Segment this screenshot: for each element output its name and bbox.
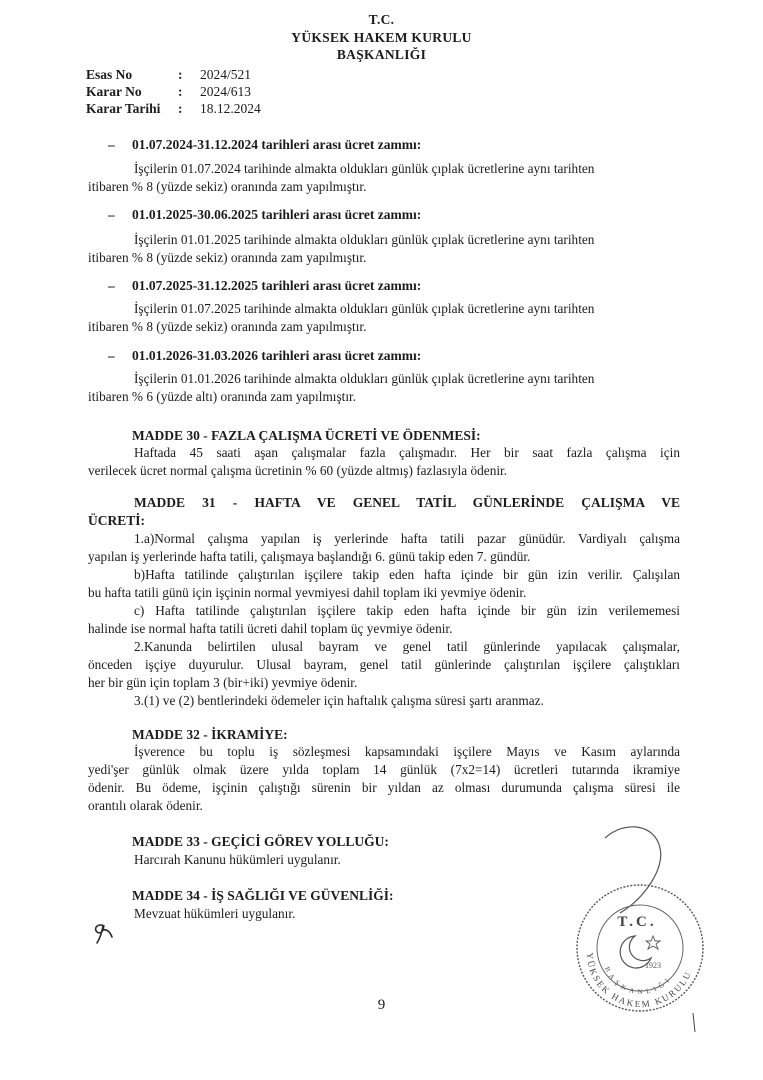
text-line: Mevzuat hükümleri uygulanır. [134, 906, 296, 921]
madde-30-body [88, 444, 680, 480]
meta-sep: : [178, 67, 183, 82]
meta-value: 18.12.2024 [200, 101, 261, 116]
title-line: MADDE 31 - HAFTA VE GENEL TATİL GÜNLERİNDE ÇALIŞMA VE [134, 495, 680, 510]
seal-inner: BAŞKANLIĞI [602, 965, 674, 996]
case-meta [86, 66, 261, 117]
madde-34-body [134, 905, 534, 923]
raise-title-text: 01.01.2026-31.03.2026 tarihleri arası ücret zammı: [132, 348, 422, 363]
header-line-3: BAŞKANLIĞI [336, 47, 427, 62]
raise-text-1 [88, 160, 680, 196]
text-line: İşçilerin 01.01.2025 tarihinde almakta oldukları günlük çıplak ücretlerine aynı tarihten [134, 232, 595, 247]
header-line-2: YÜKSEK HAKEM KURULU [291, 30, 472, 45]
raise-text-4 [88, 370, 680, 406]
text-line: 2.Kanunda belirtilen ulusal bayram ve genel tatil günlerinde yapılacak çalışmalar, [134, 639, 680, 654]
madde-33-body [134, 851, 534, 869]
text-line: önceden işçiye duyurulur. Ulusal bayram, genel tatil günlerinde çalıştırılan işçilere çalıştıkları [88, 657, 680, 672]
meta-value: 2024/521 [200, 67, 252, 82]
text-line: ödenir. Bu ödeme, işçinin çalıştığı sürenin bir yıldan az olması durumunda çalışma süresi ile [88, 780, 680, 795]
meta-label: Esas No [86, 67, 133, 82]
dash: – [108, 278, 115, 293]
meta-sep: : [178, 101, 183, 116]
madde-31-title [88, 494, 680, 530]
dash: – [108, 207, 115, 222]
raise-text-3 [88, 300, 680, 336]
raise-title-text: 01.07.2024-31.12.2024 tarihleri arası ücret zammı: [132, 137, 422, 152]
raise-text-2 [88, 231, 680, 267]
madde-30-title: MADDE 30 - FAZLA ÇALIŞMA ÜCRETİ VE ÖDENMESİ: [132, 428, 481, 443]
dash: – [108, 137, 115, 152]
text-line: İşverence bu toplu iş sözleşmesi kapsamındaki işçilere Mayıs ve Kasım aylarında [134, 744, 680, 759]
meta-value: 2024/613 [200, 84, 252, 99]
text-line: itibaren % 8 (yüzde sekiz) oranında zam yapılmıştır. [88, 179, 367, 194]
meta-row-karar [86, 83, 261, 100]
meta-sep: : [178, 84, 183, 99]
text-line: orantılı olarak ödenir. [88, 798, 203, 813]
text-line: verilecek ücret normal çalışma ücretinin % 60 (yüzde altmış) fazlasıyla ödenir. [88, 463, 508, 478]
text-line: İşçilerin 01.01.2026 tarihinde almakta oldukları günlük çıplak ücretlerine aynı tarihten [134, 371, 595, 386]
raise-title-3 [108, 278, 421, 294]
madde-32-body [88, 743, 680, 815]
seal-ring: YÜKSEK HAKEM KURULU [584, 952, 694, 1010]
meta-row-esas [86, 66, 261, 83]
text-line: itibaren % 8 (yüzde sekiz) oranında zam yapılmıştır. [88, 319, 367, 334]
text-line: İşçilerin 01.07.2024 tarihinde almakta oldukları günlük çıplak ücretlerine aynı tarihten [134, 161, 595, 176]
text-line: Haftada 45 saati aşan çalışmalar fazla çalışmadır. Her bir saat fazla çalışma için [134, 445, 680, 460]
meta-label: Karar Tarihi [86, 101, 161, 116]
madde-32-title: MADDE 32 - İKRAMİYE: [132, 727, 288, 742]
header-line-1: T.C. [368, 12, 395, 27]
raise-title-text: 01.07.2025-31.12.2025 tarihleri arası ücret zammı: [132, 278, 422, 293]
text-line: Harcırah Kanunu hükümleri uygulanır. [134, 852, 341, 867]
madde-31-body [88, 530, 680, 710]
seal-center: T.C. [617, 914, 657, 930]
text-line: 1.a)Normal çalışma yapılan iş yerlerinde hafta tatili pazar günüdür. Vardiyalı çalışma [134, 531, 680, 546]
title-line: ÜCRETİ: [88, 513, 146, 528]
text-line: her bir gün için toplam 3 (bir+iki) yevmiye ödenir. [88, 675, 358, 690]
dash: – [108, 348, 115, 363]
raise-title-1 [108, 137, 421, 153]
text-line: itibaren % 6 (yüzde altı) oranında zam yapılmıştır. [88, 389, 357, 404]
text-line: yapılan iş yerlerinde hafta tatili, çalışmaya başlandığı 6. günü takip eden 7. gündür. [88, 549, 531, 564]
text-line: c) Hafta tatilinde çalıştırılan işçilere takip eden hafta içinde bir gün izin verilememesi [134, 603, 680, 618]
meta-row-karar-tarihi [86, 100, 261, 117]
text-line: bu hafta tatili günü için işçinin normal yevmiyesi dahil toplam iki yevmiye ödenir. [88, 585, 527, 600]
madde-34-title: MADDE 34 - İŞ SAĞLIĞI VE GÜVENLİĞİ: [132, 888, 394, 903]
meta-label: Karar No [86, 84, 142, 99]
seal-year: 1923 [645, 961, 661, 970]
signature-initial [88, 920, 118, 946]
raise-title-text: 01.01.2025-30.06.2025 tarihleri arası ücret zammı: [132, 207, 422, 222]
raise-title-2 [108, 207, 421, 223]
text-line: yedi'şer günlük olmak üzere yılda toplam 14 günlük (7x2=14) ücretleri tutarında ikramiye [88, 762, 680, 777]
raise-title-4 [108, 348, 421, 364]
text-line: halinde ise normal hafta tatili ücreti dahil toplam üç yevmiye ödenir. [88, 621, 453, 636]
text-line: b)Hafta tatilinde çalıştırılan işçilere takip eden hafta içinde bir gün izin verilir. Çalışılan [134, 567, 680, 582]
text-line: İşçilerin 01.07.2025 tarihinde almakta oldukları günlük çıplak ücretlerine aynı tarihten [134, 301, 595, 316]
madde-33-title: MADDE 33 - GEÇİCİ GÖREV YOLLUĞU: [132, 834, 389, 849]
text-line: 3.(1) ve (2) bentlerindeki ödemeler için haftalık çalışma süresi şartı aranmaz. [134, 693, 544, 708]
text-line: itibaren % 8 (yüzde sekiz) oranında zam yapılmıştır. [88, 250, 367, 265]
page-number: 9 [377, 997, 386, 1013]
